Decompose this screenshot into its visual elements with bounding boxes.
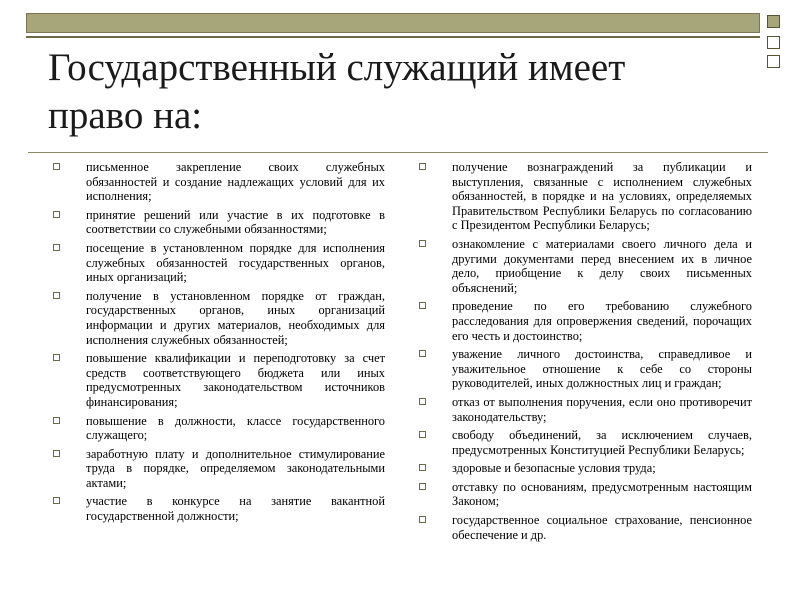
hollow-square-icon — [53, 450, 60, 457]
title-divider — [28, 152, 768, 153]
list-item-text: свободу объединений, за исключением случаев, предусмотренных Конституцией Республики Беларусь; — [452, 428, 752, 457]
list-item-text: письменное закрепление своих служебных обязанностей и создание надлежащих условий для их исполнения; — [86, 160, 385, 204]
rights-list-right — [414, 160, 752, 546]
list-item — [414, 461, 752, 476]
decor-square-outline-icon — [767, 55, 780, 68]
rights-list-left — [48, 160, 385, 528]
list-item — [414, 299, 752, 343]
header-decor-bar — [26, 13, 760, 33]
list-item — [48, 447, 385, 491]
list-item-text: принятие решений или участие в их подготовке в соответствии со служебными обязанностями; — [86, 207, 385, 237]
list-item — [414, 160, 752, 233]
hollow-square-icon — [419, 431, 426, 438]
list-item — [414, 428, 752, 457]
list-item — [414, 395, 752, 424]
hollow-square-icon — [53, 211, 60, 218]
list-item-text: получение в установленном порядке от граждан, государственных органов, иных организаций информации и других материалов, необходимых для исполнения служебных обязанностей; — [86, 288, 385, 347]
list-item — [48, 494, 385, 523]
list-item — [48, 160, 385, 204]
list-item-text: проведение по его требованию служебного расследования для опровержения сведений, порочащих его честь и достоинство; — [452, 299, 752, 343]
hollow-square-icon — [419, 398, 426, 405]
list-item — [414, 347, 752, 391]
list-item-text: получение вознаграждений за публикации и выступления, связанные с исполнением служебных обязанностей, в порядке и на условиях, определяемых Правительством Республики Беларусь по согласованию с Президентом Республики Беларусь; — [452, 160, 752, 233]
hollow-square-icon — [419, 240, 426, 247]
list-item — [48, 351, 385, 409]
list-item — [48, 414, 385, 443]
list-item — [48, 241, 385, 285]
hollow-square-icon — [53, 292, 60, 299]
list-item-text: государственное социальное страхование, пенсионное обеспечение и др. — [452, 513, 752, 542]
list-item-text: повышение в должности, классе государственного служащего; — [86, 413, 385, 443]
hollow-square-icon — [419, 483, 426, 490]
hollow-square-icon — [419, 464, 426, 471]
list-item — [48, 289, 385, 347]
list-item-text: ознакомление с материалами своего личного дела и другими документами перед внесением их в личное дело, приобщение к делу своих письменных объяснений; — [452, 236, 752, 295]
list-item-text: заработную плату и дополнительное стимулирование труда в порядке, определяемом законодательными актами; — [86, 446, 385, 490]
list-item-text: участие в конкурсе на занятие вакантной государственной должности; — [86, 494, 385, 524]
hollow-square-icon — [419, 302, 426, 309]
decor-square-outline-icon — [767, 36, 780, 49]
list-item — [414, 513, 752, 542]
list-item-text: здоровые и безопасные условия труда; — [452, 461, 656, 476]
list-item — [414, 237, 752, 295]
list-item-text: отставку по основаниям, предусмотренным настоящим Законом; — [452, 479, 752, 509]
slide-title — [48, 44, 748, 140]
hollow-square-icon — [53, 244, 60, 251]
decor-square-filled-icon — [767, 15, 780, 28]
hollow-square-icon — [419, 163, 426, 170]
hollow-square-icon — [53, 163, 60, 170]
slide-title-line1: Государственный служащий имеет — [48, 46, 626, 89]
header-decor-line — [26, 36, 760, 38]
list-item-text: отказ от выполнения поручения, если оно противоречит законодательству; — [452, 394, 752, 424]
list-item-text: уважение личного достоинства, справедливое и уважительное отношение к себе со стороны руководителей, иных должностных лиц и граждан; — [452, 347, 752, 391]
list-item — [48, 208, 385, 237]
list-item-text: посещение в установленном порядке для исполнения служебных обязанностей государственных органов, иных организаций; — [86, 240, 385, 285]
list-item-text: повышение квалификации и переподготовку за счет средств соответствующего бюджета или иных предусмотренных законодательством источников финансирования; — [86, 351, 385, 409]
hollow-square-icon — [419, 516, 426, 523]
slide-title-line2: право на: — [48, 94, 203, 137]
hollow-square-icon — [53, 497, 60, 504]
list-item — [414, 480, 752, 509]
hollow-square-icon — [53, 354, 60, 361]
hollow-square-icon — [419, 350, 426, 357]
hollow-square-icon — [53, 417, 60, 424]
